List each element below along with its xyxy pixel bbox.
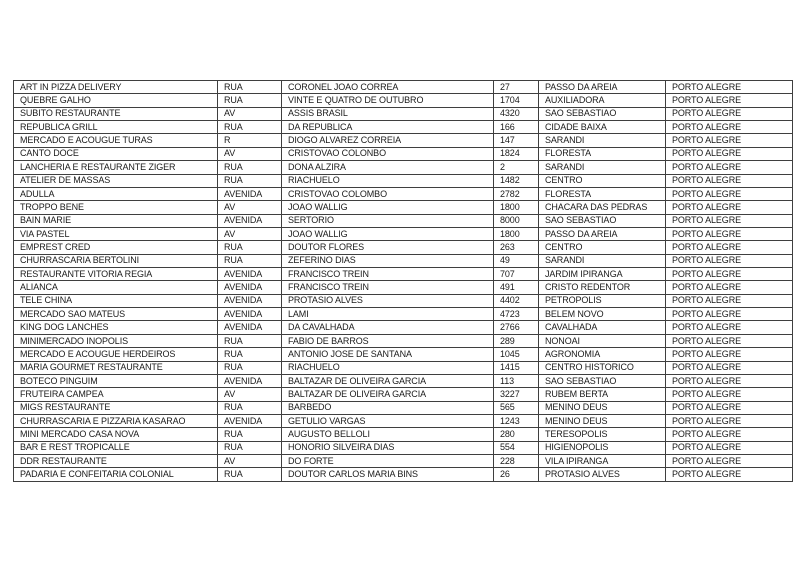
cell-establishment-name: RESTAURANTE VITORIA REGIA: [14, 268, 218, 281]
cell-number: 147: [494, 134, 539, 147]
cell-city: PORTO ALEGRE: [666, 388, 793, 401]
table-row: [14, 81, 793, 94]
cell-city: PORTO ALEGRE: [666, 281, 793, 294]
cell-street-name: DA REPUBLICA: [282, 121, 494, 134]
cell-neighborhood: MENINO DEUS: [539, 414, 666, 427]
cell-number: 1045: [494, 348, 539, 361]
table-row: [14, 321, 793, 334]
cell-street-name: ASSIS BRASIL: [282, 107, 494, 120]
cell-number: 3227: [494, 388, 539, 401]
cell-number: 26: [494, 468, 539, 482]
cell-city: PORTO ALEGRE: [666, 121, 793, 134]
cell-street-name: DA CAVALHADA: [282, 321, 494, 334]
cell-street-name: AUGUSTO BELLOLI: [282, 428, 494, 441]
cell-street-type: AVENIDA: [218, 374, 282, 387]
table-row: [14, 401, 793, 414]
cell-neighborhood: TERESOPOLIS: [539, 428, 666, 441]
table-row: [14, 388, 793, 401]
cell-city: PORTO ALEGRE: [666, 401, 793, 414]
cell-establishment-name: REPUBLICA GRILL: [14, 121, 218, 134]
cell-establishment-name: EMPREST CRED: [14, 241, 218, 254]
cell-street-name: FABIO DE BARROS: [282, 334, 494, 347]
table-row: [14, 227, 793, 240]
table-row: [14, 441, 793, 454]
cell-neighborhood: CENTRO: [539, 174, 666, 187]
cell-neighborhood: HIGIENOPOLIS: [539, 441, 666, 454]
cell-city: PORTO ALEGRE: [666, 428, 793, 441]
cell-city: PORTO ALEGRE: [666, 348, 793, 361]
cell-number: 554: [494, 441, 539, 454]
cell-establishment-name: MIGS RESTAURANTE: [14, 401, 218, 414]
cell-neighborhood: CRISTO REDENTOR: [539, 281, 666, 294]
cell-city: PORTO ALEGRE: [666, 134, 793, 147]
cell-street-type: AV: [218, 455, 282, 468]
table-row: [14, 414, 793, 427]
cell-city: PORTO ALEGRE: [666, 227, 793, 240]
cell-city: PORTO ALEGRE: [666, 321, 793, 334]
cell-city: PORTO ALEGRE: [666, 268, 793, 281]
cell-neighborhood: SARANDI: [539, 254, 666, 267]
cell-establishment-name: MERCADO E ACOUGUE HERDEIROS: [14, 348, 218, 361]
cell-number: 263: [494, 241, 539, 254]
cell-neighborhood: FLORESTA: [539, 187, 666, 200]
cell-number: 2766: [494, 321, 539, 334]
cell-establishment-name: BAIN MARIE: [14, 214, 218, 227]
cell-number: 4723: [494, 308, 539, 321]
table-row: [14, 147, 793, 160]
table-row: [14, 94, 793, 107]
table-row: [14, 121, 793, 134]
cell-neighborhood: CENTRO: [539, 241, 666, 254]
cell-establishment-name: CHURRASCARIA BERTOLINI: [14, 254, 218, 267]
cell-street-type: AVENIDA: [218, 321, 282, 334]
cell-street-name: PROTASIO ALVES: [282, 294, 494, 307]
cell-neighborhood: SAO SEBASTIAO: [539, 107, 666, 120]
cell-street-type: AVENIDA: [218, 281, 282, 294]
cell-establishment-name: MERCADO SAO MATEUS: [14, 308, 218, 321]
cell-city: PORTO ALEGRE: [666, 174, 793, 187]
cell-establishment-name: ADULLA: [14, 187, 218, 200]
cell-establishment-name: TROPPO BENE: [14, 201, 218, 214]
cell-street-name: DO FORTE: [282, 455, 494, 468]
cell-neighborhood: JARDIM IPIRANGA: [539, 268, 666, 281]
cell-neighborhood: BELEM NOVO: [539, 308, 666, 321]
cell-establishment-name: CHURRASCARIA E PIZZARIA KASARAO: [14, 414, 218, 427]
table-row: [14, 214, 793, 227]
cell-number: 1415: [494, 361, 539, 374]
cell-street-type: AVENIDA: [218, 268, 282, 281]
table-row: [14, 348, 793, 361]
cell-establishment-name: PADARIA E CONFEITARIA COLONIAL: [14, 468, 218, 482]
table-row: [14, 174, 793, 187]
cell-street-type: AV: [218, 107, 282, 120]
table-row: [14, 187, 793, 200]
cell-number: 1800: [494, 227, 539, 240]
table-body: [14, 81, 793, 482]
cell-street-name: HONORIO SILVEIRA DIAS: [282, 441, 494, 454]
cell-number: 2782: [494, 187, 539, 200]
cell-street-type: AVENIDA: [218, 308, 282, 321]
cell-city: PORTO ALEGRE: [666, 254, 793, 267]
cell-establishment-name: SUBITO RESTAURANTE: [14, 107, 218, 120]
cell-establishment-name: ALIANCA: [14, 281, 218, 294]
cell-neighborhood: PROTASIO ALVES: [539, 468, 666, 482]
cell-establishment-name: DDR RESTAURANTE: [14, 455, 218, 468]
cell-street-name: JOAO WALLIG: [282, 201, 494, 214]
cell-establishment-name: ATELIER DE MASSAS: [14, 174, 218, 187]
cell-city: PORTO ALEGRE: [666, 187, 793, 200]
cell-city: PORTO ALEGRE: [666, 94, 793, 107]
cell-number: 280: [494, 428, 539, 441]
cell-street-type: RUA: [218, 161, 282, 174]
cell-city: PORTO ALEGRE: [666, 414, 793, 427]
cell-establishment-name: ART IN PIZZA DELIVERY: [14, 81, 218, 94]
table-row: [14, 455, 793, 468]
cell-number: 4320: [494, 107, 539, 120]
cell-street-name: DOUTOR CARLOS MARIA BINS: [282, 468, 494, 482]
cell-city: PORTO ALEGRE: [666, 147, 793, 160]
cell-establishment-name: LANCHERIA E RESTAURANTE ZIGER: [14, 161, 218, 174]
cell-number: 49: [494, 254, 539, 267]
cell-street-type: AV: [218, 201, 282, 214]
cell-establishment-name: VIA PASTEL: [14, 227, 218, 240]
cell-city: PORTO ALEGRE: [666, 161, 793, 174]
table-row: [14, 361, 793, 374]
cell-neighborhood: NONOAI: [539, 334, 666, 347]
cell-street-type: RUA: [218, 81, 282, 94]
cell-street-name: RIACHUELO: [282, 361, 494, 374]
cell-number: 1704: [494, 94, 539, 107]
cell-establishment-name: MERCADO E ACOUGUE TURAS: [14, 134, 218, 147]
cell-street-name: ZEFERINO DIAS: [282, 254, 494, 267]
cell-street-type: RUA: [218, 241, 282, 254]
cell-street-type: RUA: [218, 94, 282, 107]
cell-neighborhood: CHACARA DAS PEDRAS: [539, 201, 666, 214]
cell-neighborhood: PASSO DA AREIA: [539, 81, 666, 94]
cell-number: 491: [494, 281, 539, 294]
cell-street-type: AV: [218, 147, 282, 160]
table-row: [14, 107, 793, 120]
cell-neighborhood: SAO SEBASTIAO: [539, 214, 666, 227]
cell-street-type: RUA: [218, 334, 282, 347]
cell-city: PORTO ALEGRE: [666, 201, 793, 214]
cell-street-name: CORONEL JOAO CORREA: [282, 81, 494, 94]
cell-street-type: R: [218, 134, 282, 147]
table-row: [14, 161, 793, 174]
table-row: [14, 374, 793, 387]
cell-street-name: DIOGO ALVAREZ CORREIA: [282, 134, 494, 147]
table-row: [14, 281, 793, 294]
cell-street-name: CRISTOVAO COLONBO: [282, 147, 494, 160]
cell-number: 1824: [494, 147, 539, 160]
cell-number: 27: [494, 81, 539, 94]
cell-neighborhood: CIDADE BAIXA: [539, 121, 666, 134]
cell-street-name: VINTE E QUATRO DE OUTUBRO: [282, 94, 494, 107]
cell-number: 1482: [494, 174, 539, 187]
cell-street-name: ANTONIO JOSE DE SANTANA: [282, 348, 494, 361]
cell-city: PORTO ALEGRE: [666, 361, 793, 374]
cell-city: PORTO ALEGRE: [666, 81, 793, 94]
cell-street-type: AVENIDA: [218, 294, 282, 307]
cell-number: 113: [494, 374, 539, 387]
cell-number: 4402: [494, 294, 539, 307]
table-row: [14, 134, 793, 147]
cell-establishment-name: QUEBRE GALHO: [14, 94, 218, 107]
table-row: [14, 254, 793, 267]
cell-establishment-name: MINIMERCADO INOPOLIS: [14, 334, 218, 347]
cell-establishment-name: KING DOG LANCHES: [14, 321, 218, 334]
cell-establishment-name: TELE CHINA: [14, 294, 218, 307]
cell-street-type: AVENIDA: [218, 414, 282, 427]
cell-street-name: LAMI: [282, 308, 494, 321]
table-row: [14, 201, 793, 214]
cell-street-type: RUA: [218, 361, 282, 374]
cell-city: PORTO ALEGRE: [666, 334, 793, 347]
cell-establishment-name: FRUTEIRA CAMPEA: [14, 388, 218, 401]
cell-number: 1800: [494, 201, 539, 214]
cell-establishment-name: MINI MERCADO CASA NOVA: [14, 428, 218, 441]
cell-establishment-name: CANTO DOCE: [14, 147, 218, 160]
cell-street-name: DOUTOR FLORES: [282, 241, 494, 254]
cell-city: PORTO ALEGRE: [666, 441, 793, 454]
cell-establishment-name: BOTECO PINGUIM: [14, 374, 218, 387]
cell-city: PORTO ALEGRE: [666, 107, 793, 120]
cell-street-name: CRISTOVAO COLOMBO: [282, 187, 494, 200]
cell-neighborhood: FLORESTA: [539, 147, 666, 160]
cell-street-type: RUA: [218, 348, 282, 361]
cell-establishment-name: BAR E REST TROPICALLE: [14, 441, 218, 454]
establishments-table: [13, 80, 793, 482]
cell-city: PORTO ALEGRE: [666, 468, 793, 482]
cell-city: PORTO ALEGRE: [666, 308, 793, 321]
cell-street-type: AV: [218, 227, 282, 240]
cell-street-name: FRANCISCO TREIN: [282, 268, 494, 281]
cell-neighborhood: AUXILIADORA: [539, 94, 666, 107]
cell-street-name: BARBEDO: [282, 401, 494, 414]
cell-number: 166: [494, 121, 539, 134]
cell-street-type: RUA: [218, 121, 282, 134]
cell-city: PORTO ALEGRE: [666, 214, 793, 227]
cell-neighborhood: VILA IPIRANGA: [539, 455, 666, 468]
table-row: [14, 334, 793, 347]
cell-street-name: RIACHUELO: [282, 174, 494, 187]
cell-city: PORTO ALEGRE: [666, 455, 793, 468]
cell-neighborhood: SARANDI: [539, 134, 666, 147]
cell-city: PORTO ALEGRE: [666, 294, 793, 307]
cell-street-name: DONA ALZIRA: [282, 161, 494, 174]
cell-street-type: RUA: [218, 254, 282, 267]
cell-neighborhood: PETROPOLIS: [539, 294, 666, 307]
cell-neighborhood: MENINO DEUS: [539, 401, 666, 414]
cell-number: 2: [494, 161, 539, 174]
cell-street-name: SERTORIO: [282, 214, 494, 227]
cell-neighborhood: PASSO DA AREIA: [539, 227, 666, 240]
cell-neighborhood: SARANDI: [539, 161, 666, 174]
cell-number: 1243: [494, 414, 539, 427]
table-row: [14, 241, 793, 254]
cell-city: PORTO ALEGRE: [666, 374, 793, 387]
cell-number: 707: [494, 268, 539, 281]
table-row: [14, 428, 793, 441]
cell-street-type: RUA: [218, 174, 282, 187]
cell-number: 565: [494, 401, 539, 414]
cell-number: 228: [494, 455, 539, 468]
cell-street-type: RUA: [218, 428, 282, 441]
cell-establishment-name: MARIA GOURMET RESTAURANTE: [14, 361, 218, 374]
table-row: [14, 308, 793, 321]
cell-neighborhood: RUBEM BERTA: [539, 388, 666, 401]
cell-neighborhood: SAO SEBASTIAO: [539, 374, 666, 387]
cell-neighborhood: CAVALHADA: [539, 321, 666, 334]
cell-city: PORTO ALEGRE: [666, 241, 793, 254]
table-row: [14, 294, 793, 307]
cell-neighborhood: CENTRO HISTORICO: [539, 361, 666, 374]
cell-street-type: AV: [218, 388, 282, 401]
cell-street-type: RUA: [218, 401, 282, 414]
cell-street-type: RUA: [218, 468, 282, 482]
cell-number: 289: [494, 334, 539, 347]
cell-street-name: GETULIO VARGAS: [282, 414, 494, 427]
cell-street-type: AVENIDA: [218, 187, 282, 200]
cell-street-name: JOAO WALLIG: [282, 227, 494, 240]
cell-street-name: BALTAZAR DE OLIVEIRA GARCIA: [282, 388, 494, 401]
cell-street-name: FRANCISCO TREIN: [282, 281, 494, 294]
cell-neighborhood: AGRONOMIA: [539, 348, 666, 361]
cell-street-type: AVENIDA: [218, 214, 282, 227]
cell-street-type: RUA: [218, 441, 282, 454]
cell-street-name: BALTAZAR DE OLIVEIRA GARCIA: [282, 374, 494, 387]
table-row: [14, 268, 793, 281]
table-row: [14, 468, 793, 482]
cell-number: 8000: [494, 214, 539, 227]
